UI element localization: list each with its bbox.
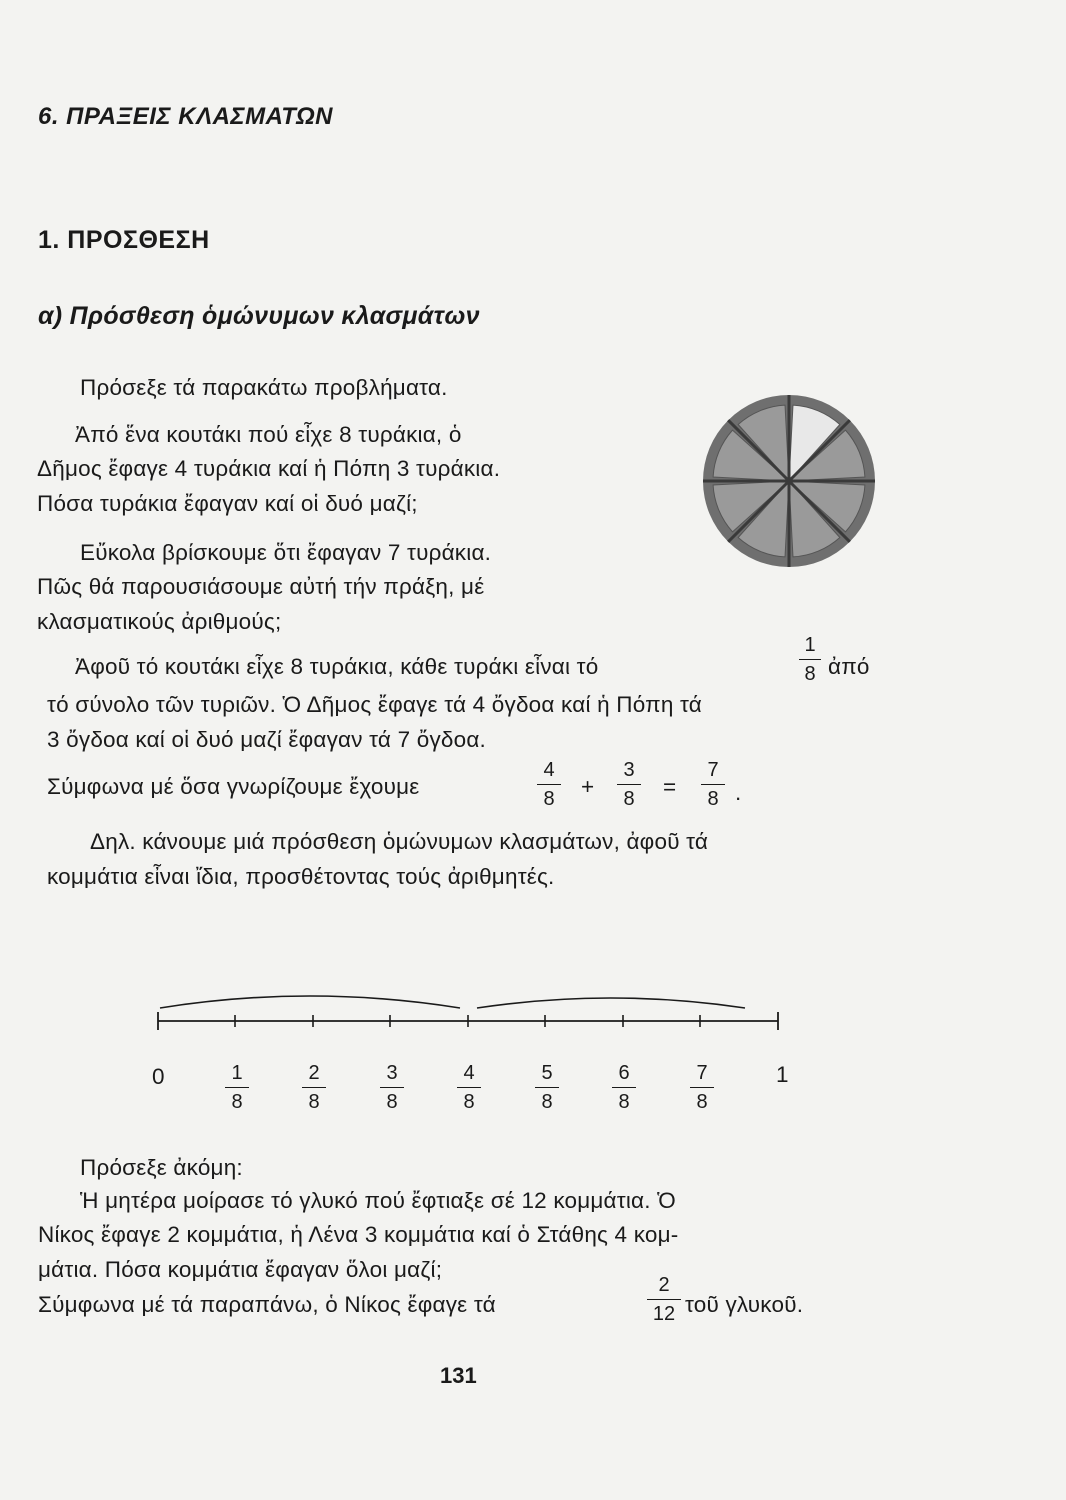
- fraction-numerator: 4: [463, 1062, 475, 1084]
- number-line-label: [380, 1063, 404, 1112]
- number-line-label: [225, 1063, 249, 1112]
- fraction-numerator: 6: [618, 1062, 630, 1084]
- problem1-line8: τό σύνολο τῶν τυριῶν. Ὁ Δῆμος ἔφαγε τά 4 ὄγδοα καί ἡ Πόπη τά: [47, 692, 702, 717]
- fraction-bar: [617, 784, 641, 785]
- fraction-denominator: 8: [541, 1091, 553, 1113]
- fraction-denominator: 8: [231, 1091, 243, 1113]
- problem1-line3: Πόσα τυράκια ἔφαγαν καί οἱ δυό μαζί;: [37, 491, 418, 516]
- fraction-denominator: 12: [652, 1303, 676, 1325]
- page-number: 131: [440, 1363, 477, 1388]
- section-title: 1. ΠΡΟΣΘΕΣΗ: [38, 226, 210, 254]
- fraction-numerator: 5: [541, 1062, 553, 1084]
- number-line-one-label: 1: [776, 1062, 789, 1087]
- number-line-zero-label: 0: [152, 1064, 165, 1089]
- fraction-bar: [701, 784, 725, 785]
- fraction-numerator: 1: [231, 1062, 243, 1084]
- fraction-denominator: 8: [543, 788, 555, 810]
- number-line-label: [535, 1063, 559, 1112]
- problem1-line1: Ἀπό ἕνα κουτάκι πού εἶχε 8 τυράκια, ὁ: [75, 422, 462, 447]
- fraction-two-twelfths: [647, 1275, 681, 1324]
- fraction-numerator: 7: [696, 1062, 708, 1084]
- fraction-numerator: 2: [658, 1274, 670, 1296]
- intro-text: Πρόσεξε τά παρακάτω προβλήματα.: [80, 375, 448, 400]
- number-line-label: [302, 1063, 326, 1112]
- fraction-one-eighth: [799, 635, 821, 684]
- fraction-numerator: 7: [707, 759, 719, 781]
- problem1-line11: Δηλ. κάνουμε μιά πρόσθεση ὁμώνυμων κλασμάτων, ἀφοῦ τά: [90, 829, 709, 854]
- equals-sign: =: [663, 774, 677, 799]
- problem1-line10: Σύμφωνα μέ ὅσα γνωρίζουμε ἔχουμε: [47, 774, 420, 799]
- problem2-line1: Ἡ μητέρα μοίρασε τό γλυκό πού ἔφτιαξε σέ 12 κομμάτια. Ὁ: [80, 1188, 676, 1213]
- fraction-bar: [457, 1087, 481, 1088]
- subsection-title: α) Πρόσθεση ὁμώνυμων κλασμάτων: [38, 302, 480, 330]
- problem2-line4-end: τοῦ γλυκοῦ.: [685, 1292, 804, 1317]
- fraction-denominator: 8: [618, 1091, 630, 1113]
- fraction-seven-eighths: [701, 760, 725, 809]
- problem1-line12: κομμάτια εἶναι ἴδια, προσθέτοντας τούς ἀριθμητές.: [47, 864, 555, 889]
- fraction-numerator: 2: [308, 1062, 320, 1084]
- problem1-line7: Ἀφοῦ τό κουτάκι εἶχε 8 τυράκια, κάθε τυράκι εἶναι τό: [75, 654, 599, 679]
- fraction-bar: [612, 1087, 636, 1088]
- fraction-bar: [690, 1087, 714, 1088]
- fraction-numerator: 3: [623, 759, 635, 781]
- problem1-line9: 3 ὄγδοα καί οἱ δυό μαζί ἔφαγαν τά 7 ὄγδοα.: [47, 727, 486, 752]
- problem2-line3: μάτια. Πόσα κομμάτια ἔφαγαν ὅλοι μαζί;: [38, 1257, 443, 1282]
- fraction-numerator: 3: [386, 1062, 398, 1084]
- problem2-line2: Νίκος ἔφαγε 2 κομμάτια, ἡ Λένα 3 κομμάτια καί ὁ Στάθης 4 κομ-: [38, 1222, 679, 1247]
- chapter-title: 6. ΠΡΑΞΕΙΣ ΚΛΑΣΜΑΤΩΝ: [38, 103, 334, 130]
- problem1-line2: Δῆμος ἔφαγε 4 τυράκια καί ἡ Πόπη 3 τυράκια.: [37, 456, 501, 481]
- number-line-label: [457, 1063, 481, 1112]
- fraction-bar: [647, 1299, 681, 1300]
- number-line-label: [612, 1063, 636, 1112]
- fraction-denominator: 8: [696, 1091, 708, 1113]
- problem2-line4: Σύμφωνα μέ τά παραπάνω, ὁ Νίκος ἔφαγε τά: [38, 1292, 496, 1317]
- fraction-denominator: 8: [308, 1091, 320, 1113]
- fraction-bar: [535, 1087, 559, 1088]
- period: .: [735, 780, 742, 805]
- number-line-label: [690, 1063, 714, 1112]
- plus-sign: +: [581, 774, 595, 799]
- problem1-line5: Πῶς θά παρουσιάσουμε αὐτή τήν πράξη, μέ: [37, 574, 485, 599]
- fraction-bar: [302, 1087, 326, 1088]
- fraction-denominator: 8: [623, 788, 635, 810]
- fraction-denominator: 8: [463, 1091, 475, 1113]
- number-line: [140, 990, 800, 1040]
- fraction-bar: [225, 1087, 249, 1088]
- fraction-numerator: 4: [543, 759, 555, 781]
- fraction-four-eighths: [537, 760, 561, 809]
- fraction-bar: [380, 1087, 404, 1088]
- arc-four-eighths: [160, 996, 460, 1008]
- fraction-bar: [537, 784, 561, 785]
- fraction-denominator: 8: [707, 788, 719, 810]
- problem2-heading: Πρόσεξε ἀκόμη:: [80, 1155, 243, 1180]
- arc-three-eighths: [477, 998, 745, 1008]
- fraction-denominator: 8: [804, 663, 816, 685]
- fraction-numerator: 1: [804, 634, 816, 656]
- fraction-denominator: 8: [386, 1091, 398, 1113]
- problem1-line7-end: ἀπό: [828, 654, 870, 679]
- fraction-bar: [799, 659, 821, 660]
- problem1-line4: Εὔκολα βρίσκουμε ὅτι ἔφαγαν 7 τυράκια.: [80, 540, 492, 565]
- cheese-box-pie-illustration: [700, 392, 878, 570]
- fraction-three-eighths: [617, 760, 641, 809]
- problem1-line6: κλασματικούς ἀριθμούς;: [37, 609, 282, 634]
